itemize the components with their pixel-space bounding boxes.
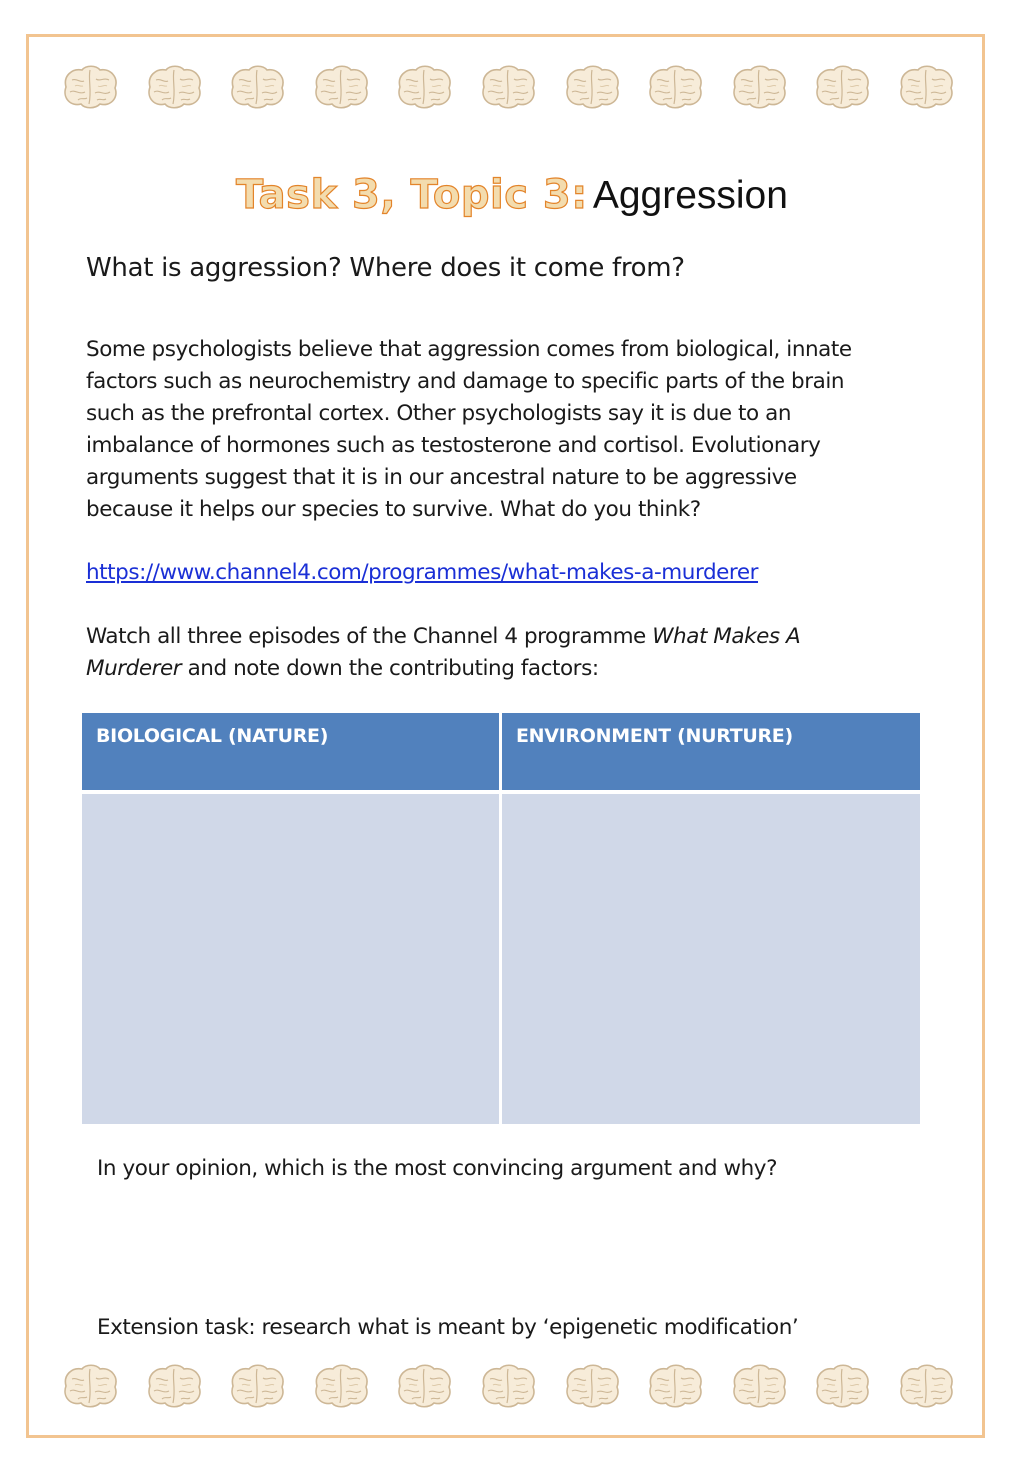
title-main: Aggression xyxy=(592,174,788,217)
watch-text-before: Watch all three episodes of the Channel 4 programme xyxy=(86,624,653,649)
brain-icon xyxy=(225,62,289,116)
cell-environment-notes[interactable] xyxy=(502,794,920,1124)
opinion-prompt: In your opinion, which is the most convincing argument and why? xyxy=(97,1156,778,1181)
brain-icon xyxy=(309,1361,373,1415)
brain-icon xyxy=(476,1361,540,1415)
page-title xyxy=(0,172,1024,218)
channel4-link[interactable]: https://www.channel4.com/programmes/what-makes-a-murderer xyxy=(86,560,759,585)
intro-line: such as the prefrontal cortex. Other psychologists say it is due to an xyxy=(86,401,792,426)
intro-line: imbalance of hormones such as testosterone and cortisol. Evolutionary xyxy=(86,433,821,458)
programme-title-part1: What Makes A xyxy=(652,624,801,649)
brain-icon xyxy=(560,1361,624,1415)
brain-icon xyxy=(58,1361,122,1415)
watch-text-after: and note down the contributing factors: xyxy=(181,656,599,681)
brain-decoration-bottom xyxy=(58,1361,958,1415)
brain-icon xyxy=(727,62,791,116)
brain-icon xyxy=(392,1361,456,1415)
brain-decoration-top xyxy=(58,62,958,116)
intro-line: Some psychologists believe that aggression comes from biological, innate xyxy=(86,337,852,362)
heading-question: What is aggression? Where does it come from? xyxy=(86,253,685,283)
watch-paragraph xyxy=(86,621,936,685)
extension-task: Extension task: research what is meant by ‘epigenetic modification’ xyxy=(97,1315,799,1340)
header-environment: ENVIRONMENT (NURTURE) xyxy=(502,713,920,790)
brain-icon xyxy=(643,1361,707,1415)
brain-icon xyxy=(309,62,373,116)
factors-table xyxy=(82,713,920,1124)
brain-icon xyxy=(58,62,122,116)
brain-icon xyxy=(727,1361,791,1415)
cell-biological-notes[interactable] xyxy=(82,794,499,1124)
intro-paragraph xyxy=(86,334,936,526)
title-prefix: Task 3, Topic 3: xyxy=(236,172,588,218)
link-line xyxy=(86,557,936,589)
brain-icon xyxy=(894,62,958,116)
brain-icon xyxy=(560,62,624,116)
programme-title-part2: Murderer xyxy=(86,656,182,681)
brain-icon xyxy=(225,1361,289,1415)
intro-line: arguments suggest that it is in our ancestral nature to be aggressive xyxy=(86,465,797,490)
intro-line: because it helps our species to survive. What do you think? xyxy=(86,497,701,522)
brain-icon xyxy=(894,1361,958,1415)
brain-icon xyxy=(476,62,540,116)
brain-icon xyxy=(810,1361,874,1415)
intro-line: factors such as neurochemistry and damage to specific parts of the brain xyxy=(86,369,845,394)
header-biological: BIOLOGICAL (NATURE) xyxy=(82,713,499,790)
brain-icon xyxy=(142,1361,206,1415)
brain-icon xyxy=(392,62,456,116)
brain-icon xyxy=(643,62,707,116)
brain-icon xyxy=(142,62,206,116)
brain-icon xyxy=(810,62,874,116)
